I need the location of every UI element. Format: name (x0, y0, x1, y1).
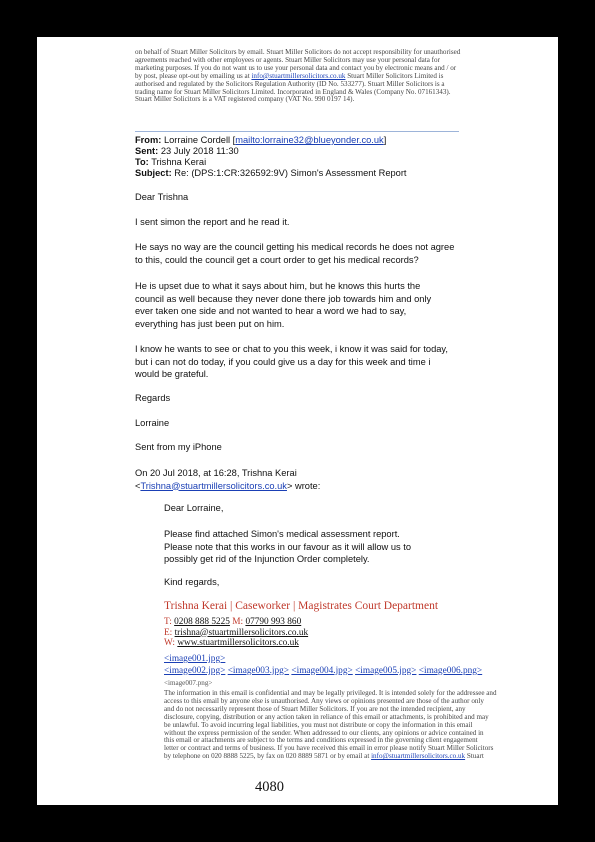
disclaimer-line: and do not necessarily represent those of Stuart Miller Solicitors. If you are not the intended recipient, any (164, 704, 466, 713)
quote-intro (135, 467, 320, 492)
mobile-number[interactable]: 07790 993 860 (245, 617, 302, 627)
from-close: ] (383, 135, 387, 145)
disclaimer-line: trading name for Stuart Miller Solicitors Limited. Incorporated in England & Wales (Company No. 07161343). (135, 87, 451, 96)
attachment-link[interactable]: <image003.jpg> (227, 665, 290, 676)
quote-intro-line (135, 480, 320, 493)
page-number: 4080 (255, 779, 284, 795)
from-value: Lorraine Cordell [ (163, 135, 236, 145)
paragraph: I sent simon the report and he read it. (135, 217, 290, 227)
regards: Regards (135, 393, 171, 403)
disclaimer-line: Stuart Miller Solicitors is a VAT registered company (VAT No. 990 0197 14). (135, 95, 355, 104)
m-label: M: (232, 617, 244, 627)
attachment-link[interactable]: <image006.png> (418, 665, 483, 676)
image-placeholder: <image007.png> (164, 679, 213, 687)
disclaimer-line: authorised and regulated by the Solicitors Regulation Authority (ID No. 533277). Stuart Miller Solicitors is a (135, 79, 445, 88)
quote-intro-line: On 20 Jul 2018, at 16:28, Trishna Kerai (135, 468, 297, 478)
disclaimer-text: Stuart Miller Solicitors Limited is (345, 71, 444, 80)
email-row (164, 628, 308, 639)
disclaimer-line: letter or contract and terms of business. If you have received this email in error please notify Stuart Miller Solicitors (164, 744, 494, 753)
paragraph (135, 280, 431, 331)
phone-row (164, 617, 308, 628)
disclaimer-text: by post, please opt-out by emailing us at (135, 71, 252, 80)
from-row (135, 135, 407, 146)
kind-regards: Kind regards, (164, 577, 220, 587)
disclaimer-bottom (164, 690, 497, 761)
email-header (135, 135, 407, 179)
e-label: E: (164, 627, 173, 638)
disclaimer-line: this email or attachments are subject to the terms and conditions expressed in the governing client engagement (164, 736, 478, 745)
sent-from: Sent from my iPhone (135, 442, 222, 452)
to-label: To: (135, 157, 149, 167)
attachment-link[interactable]: <image002.jpg> (164, 665, 226, 676)
disclaimer-line: The information in this email is confidential and may be legally privileged. It is intended solely for the addressee and (164, 689, 497, 697)
disclaimer-line: marketing purposes. If you do not want us to use your personal data and contact you by electronic means and / or (135, 63, 457, 72)
w-label: W: (164, 638, 176, 648)
signature-contacts (164, 617, 308, 649)
attachment-link[interactable]: <image005.jpg> (355, 665, 417, 676)
t-label: T: (164, 617, 172, 627)
phone-number[interactable]: 0208 888 5225 (174, 617, 230, 627)
attachment-row (164, 654, 482, 666)
paragraph (135, 343, 448, 381)
sent-row (135, 146, 407, 157)
web-row (164, 638, 308, 649)
image-attachments (164, 654, 482, 677)
document-page (37, 37, 558, 805)
from-label: From: (135, 135, 162, 145)
paragraph-line: council as well because they never done there job towards him and only (135, 293, 432, 304)
header-divider (135, 131, 459, 132)
disclaimer-line: disclosure, copying, distribution or any action taken in reliance of this email or attachments, is prohibited and may (164, 712, 489, 721)
subject-label: Subject: (135, 168, 172, 178)
paragraph-line: to this, could the council get a court order to get his medical records? (135, 254, 419, 265)
sent-label: Sent: (135, 146, 159, 156)
subject-value: Re: (DPS:1:CR:326592:9V) Simon's Assessment Report (174, 168, 407, 178)
to-value: Trishna Kerai (151, 157, 207, 167)
sent-value: 23 July 2018 11:30 (160, 146, 239, 156)
attachment-link[interactable]: <image001.jpg> (164, 654, 226, 664)
quoted-paragraph (164, 528, 411, 566)
disclaimer-line: be unlawful. To avoid incurring legal liabilities, you must not distribute or copy the information in this email (164, 720, 473, 729)
greeting: Dear Trishna (135, 192, 189, 202)
disclaimer-line: access to this email by anyone else is unauthorised. Any views or opinions presented are those of the author only (164, 696, 484, 705)
paragraph-line: everything has just been put on him. (135, 319, 285, 330)
from-email-link[interactable]: mailto:lorraine32@blueyonder.co.uk (235, 135, 384, 145)
subject-row (135, 168, 407, 179)
signature-email-link[interactable]: trishna@stuartmillersolicitors.co.uk (174, 627, 309, 638)
paragraph-line: Please find attached Simon's medical assessment report. (164, 529, 400, 539)
attachment-row (164, 666, 482, 678)
info-email-link[interactable]: info@stuartmillersolicitors.co.uk (371, 752, 466, 761)
paragraph-line: would be grateful. (135, 369, 209, 380)
paragraph-line: Please note that this works in our favour as it will allow us to (164, 541, 411, 552)
website-link[interactable]: www.stuartmillersolicitors.co.uk (177, 638, 299, 648)
sender-name: Lorraine (135, 418, 170, 428)
signature-title: Trishna Kerai | Caseworker | Magistrates Court Department (164, 600, 439, 612)
paragraph-line: He says no way are the council getting his medical records he does not agree (135, 242, 455, 252)
paragraph-line: but i can not do today, if you could give us a day for this week and time i (135, 356, 431, 367)
trishna-email-link[interactable]: Trishna@stuartmillersolicitors.co.uk (140, 480, 287, 491)
disclaimer-top (135, 49, 460, 104)
info-email-link[interactable]: info@stuartmillersolicitors.co.uk (251, 71, 346, 80)
quote-intro-wrote: > wrote: (286, 480, 321, 491)
paragraph-line: He is upset due to what it says about him, but he knows this hurts the (135, 281, 421, 291)
disclaimer-line: agreements reached with other employees or agents. Stuart Miller Solicitors may use your personal data for (135, 55, 440, 64)
attachment-link[interactable]: <image004.jpg> (291, 665, 353, 676)
paragraph-line: possibly get rid of the Injunction Order completely. (164, 554, 370, 564)
disclaimer-line (164, 753, 497, 761)
paragraph-line: ever taken one side and not wanted to hear a word we had to say, (135, 306, 407, 317)
paragraph-line: I know he wants to see or chat to you this week, i know it was said for today, (135, 344, 448, 354)
disclaimer-text: by telephone on 020 8888 5225, by fax on 020 8889 5871 or by email at (164, 752, 372, 761)
quoted-greeting: Dear Lorraine, (164, 503, 224, 513)
paragraph (135, 241, 454, 266)
disclaimer-line: without the express permission of the sender. When addressed to our clients, any opinions or advice contained in (164, 728, 484, 737)
disclaimer-line: on behalf of Stuart Miller Solicitors by email. Stuart Miller Solicitors do not accept responsibility for unauthorised (135, 48, 461, 56)
to-row (135, 157, 407, 168)
bracket: < (135, 480, 141, 491)
disclaimer-text: Stuart (465, 752, 484, 761)
